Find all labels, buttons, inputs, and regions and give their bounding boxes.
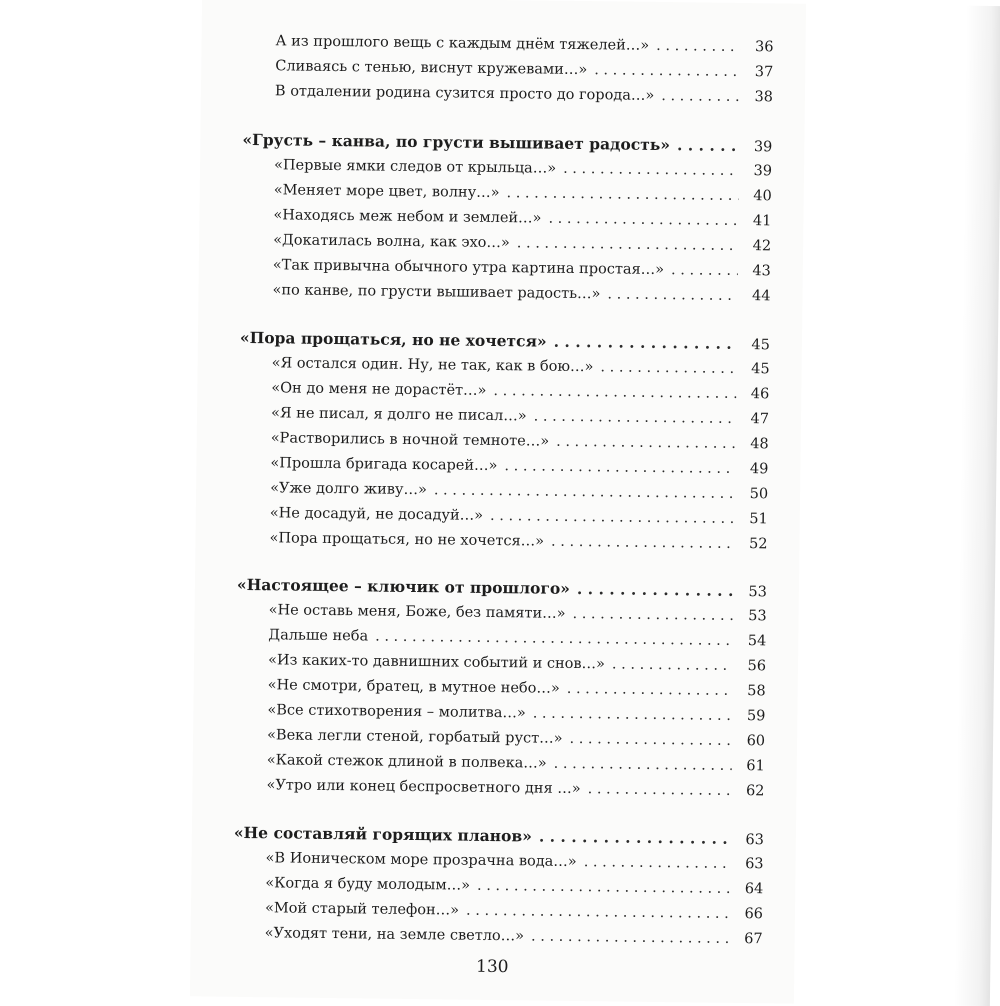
toc-entry-page: 56 xyxy=(747,658,767,675)
toc-entry-page: 49 xyxy=(749,461,769,478)
toc-section-title: «Настоящее – ключик от прошлого» xyxy=(236,574,571,598)
toc-entry-title: «Прошла бригада косарей…» xyxy=(270,455,498,475)
toc-entry-page: 67 xyxy=(744,931,763,948)
toc-section-title: «Грусть – канва, по грусти вышивает радость» xyxy=(242,129,671,155)
toc-entry-title: «Не досадуй, не досадуй…» xyxy=(269,505,484,524)
toc-entry-page: 52 xyxy=(748,536,768,553)
toc-entry-page: 43 xyxy=(752,263,771,280)
toc-section-page: 45 xyxy=(751,337,771,354)
leader-dots xyxy=(607,282,737,308)
toc-entry-page: 42 xyxy=(752,238,772,255)
toc-section-page: 63 xyxy=(745,832,764,849)
leader-dots xyxy=(677,133,740,158)
leader-dots xyxy=(656,34,741,59)
toc-entry-page: 41 xyxy=(752,213,772,230)
toc-entry-page: 40 xyxy=(753,188,772,205)
book-page xyxy=(190,0,806,1004)
leader-dots xyxy=(572,602,733,628)
leader-dots xyxy=(534,404,737,430)
leader-dots xyxy=(612,652,733,677)
leader-dots xyxy=(548,207,738,233)
toc-entry-page: 60 xyxy=(746,733,766,750)
toc-entry xyxy=(266,773,764,803)
toc-entry xyxy=(269,526,767,556)
leader-dots xyxy=(671,258,738,283)
toc-entry-title: «Меняет море цвет, волну…» xyxy=(273,182,500,202)
leader-dots xyxy=(563,157,739,183)
toc-section-title: «Пора прощаться, но не хочется» xyxy=(239,327,547,351)
leader-dots xyxy=(490,504,735,531)
toc-entry-title: «Мой старый телефон…» xyxy=(264,900,460,919)
leader-dots xyxy=(577,577,734,603)
toc-entry-page: 44 xyxy=(751,288,771,305)
toc-entry-page: 66 xyxy=(744,906,764,923)
toc-entry-title: «Так привычна обычного утра картина простая…» xyxy=(272,257,665,279)
toc-entry-title: «Века легли стеной, горбатый руст…» xyxy=(267,727,563,747)
leader-dots xyxy=(493,379,736,406)
toc-entry-title: «Какой стежок длиной в полвека…» xyxy=(266,752,547,772)
toc-entry-page: 62 xyxy=(745,783,765,800)
toc-section-page: 39 xyxy=(753,139,773,156)
toc-entry-title: «Утро или конец беспросветного дня …» xyxy=(266,777,581,798)
toc-entry-title: «Все стихотворения – молитва…» xyxy=(267,702,526,722)
toc-entry-title: «Находясь меж небом и землей…» xyxy=(273,207,542,227)
leader-dots xyxy=(531,924,730,950)
toc-entry-page: 50 xyxy=(749,486,769,503)
toc-entry-title: В отдалении родина сузится просто до города…» xyxy=(274,83,655,104)
toc-entry-page: 59 xyxy=(746,708,766,725)
toc-entry-title: «Уходят тени, на земле светло…» xyxy=(264,925,525,945)
leader-dots xyxy=(661,84,740,109)
page-number: 130 xyxy=(475,956,509,978)
leader-dots xyxy=(517,231,739,258)
toc-section-title: «Не составляй горящих планов» xyxy=(233,822,532,846)
toc-entry-title: «Растворились в ночной темноте…» xyxy=(270,430,550,450)
toc-entry-title: «Не оставь меня, Боже, без памяти…» xyxy=(268,602,566,622)
leader-dots xyxy=(584,850,731,876)
toc-entry-page: 53 xyxy=(748,608,767,625)
toc-entry-title: «Пора прощаться, но не хочется…» xyxy=(269,530,545,550)
table-of-contents xyxy=(190,0,806,1004)
toc-entry-title: Дальше неба xyxy=(268,627,369,645)
toc-entry-page: 48 xyxy=(750,436,769,453)
toc-entry-page: 61 xyxy=(746,758,765,775)
leader-dots xyxy=(594,58,740,84)
toc-entry-page: 45 xyxy=(751,361,770,378)
leader-dots xyxy=(600,355,736,381)
leader-dots xyxy=(569,727,732,753)
toc-entry-page: 54 xyxy=(747,633,767,650)
toc-entry-title: Сливаясь с тенью, виснут кружевами…» xyxy=(275,58,588,79)
toc-entry-title: «Из каких-то давнишних событий и снов…» xyxy=(267,652,606,673)
toc-entry-page: 38 xyxy=(754,89,774,106)
toc-entry-title: «Первые ямки следов от крыльца…» xyxy=(273,157,557,177)
toc-entry-page: 47 xyxy=(750,411,770,428)
leader-dots xyxy=(466,899,730,926)
toc-section-page: 53 xyxy=(748,584,767,601)
leader-dots xyxy=(539,825,731,851)
toc-entry xyxy=(272,278,770,308)
toc-entry-page: 58 xyxy=(747,683,766,700)
toc-entry-title: «Я остался один. Ну, не так, как в бою…» xyxy=(271,355,594,376)
toc-entry-title: «Он до меня не дорастёт…» xyxy=(271,380,487,399)
toc-entry xyxy=(265,921,763,951)
leader-dots xyxy=(554,752,732,778)
toc-entry-title: «Уже долго живу…» xyxy=(270,480,427,499)
leader-dots xyxy=(375,625,733,653)
toc-entry-page: 51 xyxy=(749,511,768,528)
toc-entry-title: А из прошлого вещь с каждым днём тяжелей…» xyxy=(275,33,650,54)
leader-dots xyxy=(533,701,733,727)
leader-dots xyxy=(554,330,738,356)
toc-entry-title: «Я не писал, я долго не писал…» xyxy=(270,405,527,425)
toc-entry-page: 64 xyxy=(744,881,764,898)
toc-entry-title: «по канве, по грусти вышивает радость…» xyxy=(272,282,601,303)
toc-entry-page: 36 xyxy=(755,39,774,56)
leader-dots xyxy=(551,530,735,556)
leader-dots xyxy=(506,181,738,208)
toc-entry-page: 39 xyxy=(753,163,773,180)
toc-entry-title: «Когда я буду молодым…» xyxy=(265,875,471,894)
toc-entry-page: 37 xyxy=(754,64,774,81)
toc-entry-title: «В Ионическом море прозрачна вода…» xyxy=(265,850,577,871)
leader-dots xyxy=(567,677,733,703)
toc-entry-page: 63 xyxy=(745,856,764,873)
leader-dots xyxy=(477,874,731,901)
leader-dots xyxy=(434,478,736,506)
leader-dots xyxy=(504,454,735,481)
toc-entry-title: «Докатилась волна, как эхо…» xyxy=(273,232,510,252)
toc-entry xyxy=(275,79,773,109)
leader-dots xyxy=(587,777,731,803)
leader-dots xyxy=(556,430,736,456)
toc-entry-page: 46 xyxy=(750,386,770,403)
page-gutter-shadow xyxy=(954,6,1000,1006)
toc-entry-title: «Не смотри, братец, в мутное небо…» xyxy=(267,677,560,697)
